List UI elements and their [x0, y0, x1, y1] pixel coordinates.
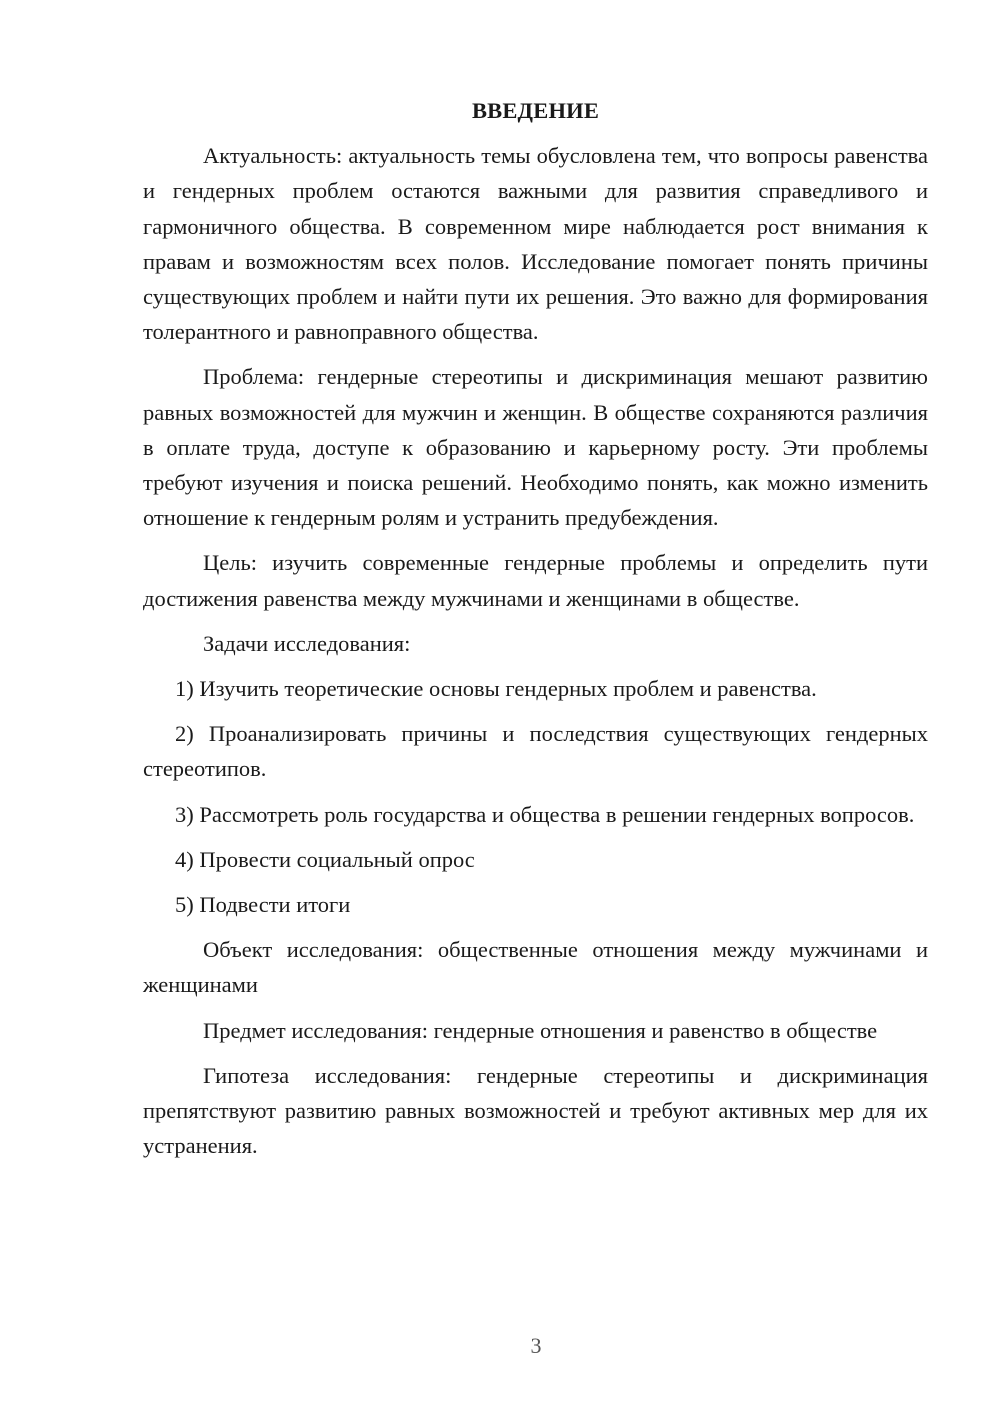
subject-paragraph: Предмет исследования: гендерные отношения и равенство в обществе	[203, 1017, 878, 1043]
problem-paragraph: Проблема: гендерные стереотипы и дискриминация мешают развитию равных возможностей для мужчин и женщин. В обществе сохраняются различия в оплате труда, доступе к образованию и карьерному росту. Эти проблемы требуют изучения и поиска решений. Необходимо понять, как можно изменить отношение к гендерным ролям и устранить предубеждения.	[143, 364, 928, 531]
tasks-title: Задачи исследования:	[203, 630, 411, 656]
object-paragraph: Объект исследования: общественные отношения между мужчинами и женщинами	[143, 937, 928, 998]
hypothesis-paragraph: Гипотеза исследования: гендерные стереотипы и дискриминация препятствуют развитию равных возможностей и требуют активных мер для их устранения.	[143, 1062, 928, 1159]
page-title: ВВЕДЕНИЕ	[471, 98, 600, 123]
page-content	[143, 93, 928, 1173]
task-item-1: 1) Изучить теоретические основы гендерных проблем и равенства.	[175, 676, 817, 702]
task-item-3: 3) Рассмотреть роль государства и общества в решении гендерных вопросов.	[175, 801, 915, 827]
task-item-4: 4) Провести социальный опрос	[175, 846, 475, 872]
page-number: 3	[530, 1333, 542, 1358]
goal-paragraph: Цель: изучить современные гендерные проблемы и определить пути достижения равенства между мужчинами и женщинами в обществе.	[143, 550, 928, 611]
task-item-5: 5) Подвести итоги	[175, 892, 351, 918]
task-item-2: 2) Проанализировать причины и последствия существующих гендерных стереотипов.	[143, 721, 928, 782]
relevance-paragraph: Актуальность: актуальность темы обусловлена тем, что вопросы равенства и гендерных проблем остаются важными для развития справедливого и гармоничного общества. В современном мире наблюдается рост внимания к правам и возможностям всех полов. Исследование помогает понять причины существующих проблем и найти пути их решения. Это важно для формирования толерантного и равноправного общества.	[143, 143, 928, 345]
